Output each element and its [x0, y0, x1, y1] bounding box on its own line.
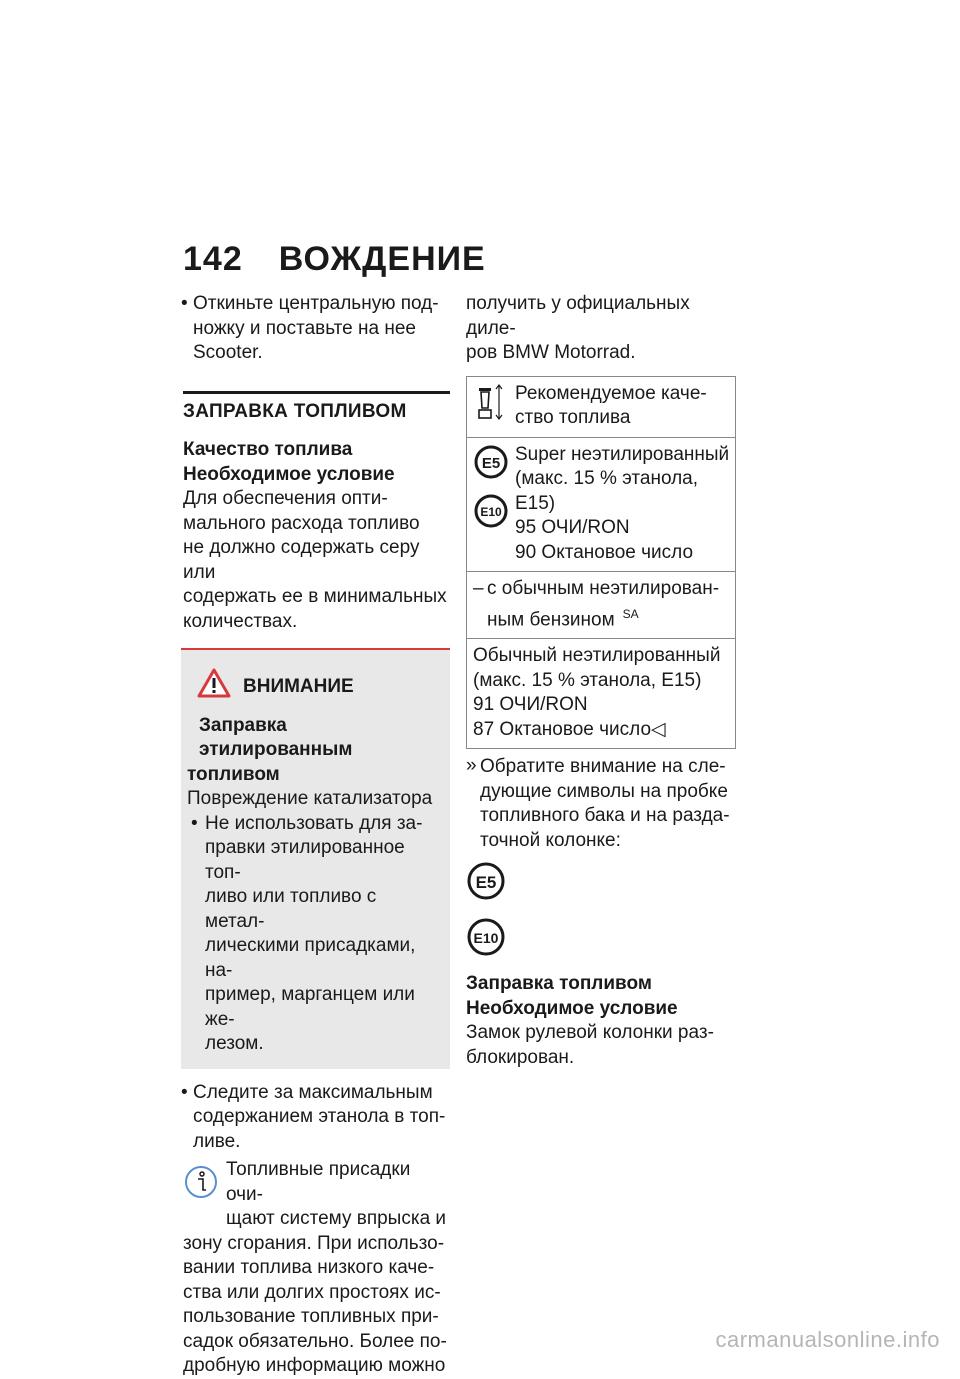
text-line: Super неэтилированный [515, 443, 730, 465]
warning-label: ВНИМАНИЕ [243, 675, 354, 697]
text-line: ства или долгих простоях ис- [183, 1281, 441, 1303]
text-line: E15) [515, 492, 556, 514]
text-line: лическими присадками, на- [205, 935, 416, 981]
text-line: – с обычным неэтилирован- [487, 578, 720, 599]
e10-symbol-icon [466, 917, 738, 967]
text-line: Замок рулевой колонки раз- [466, 1022, 714, 1044]
e5-symbol-icon [466, 861, 738, 911]
text-line: получить у официальных диле- [466, 293, 690, 339]
warning-bullet [187, 812, 438, 1057]
e10-icon: E10 [480, 504, 502, 519]
warning-triangle-icon [197, 668, 231, 706]
text-line: дробную информацию можно [183, 1355, 446, 1376]
text-line: ным бензином [487, 608, 615, 630]
text-line: зону сгорания. При использо- [183, 1232, 445, 1254]
text-line: содержанием этанола в топ- [193, 1106, 446, 1127]
text-line: ров BMW Motorrad. [466, 342, 636, 363]
text-line: 90 Октановое число [515, 541, 694, 563]
text-line: ножку и поставьте на нее [193, 317, 416, 339]
table-row [467, 376, 736, 437]
text-line: Для обеспечения опти- [183, 488, 388, 509]
text-line: Scooter. [193, 342, 263, 363]
text-line: • Следите за максимальным [193, 1081, 433, 1103]
text-line: Рекомендуемое каче- [515, 382, 707, 404]
info-icon [183, 1164, 219, 1208]
warning-subtitle: Повреждение катализатора [187, 788, 433, 809]
chapter-title: ВОЖДЕНИЕ [278, 240, 486, 278]
refuel-requirement-text [466, 1021, 738, 1070]
table-row [467, 437, 736, 572]
refuel-heading: Заправка топливом [466, 973, 652, 995]
text-line: Обычный неэтилированный [473, 645, 721, 667]
text-line: мального расхода топливо [183, 512, 420, 534]
section-title-refuel: ЗАПРАВКА ТОПЛИВОМ [183, 391, 450, 425]
fuel-grade-icons [473, 443, 515, 566]
text-line: вании топлива низкого каче- [183, 1257, 435, 1278]
text-line: не должно содержать серу или [183, 537, 420, 583]
dealer-text [466, 292, 738, 366]
left-column [183, 292, 450, 1379]
text-line: топливного бака и на разда- [480, 805, 730, 827]
text-line: Заправка этилированным [199, 714, 353, 760]
table-row [467, 639, 736, 749]
text-line: топливом [187, 763, 280, 785]
text-line: правки этилированное топ- [205, 837, 405, 883]
text-line: количествах. [183, 610, 298, 632]
fuel-quality-heading: Качество топлива [183, 439, 353, 460]
svg-text:E10: E10 [473, 929, 499, 946]
text-line: 91 ОЧИ/RON [473, 694, 588, 716]
text-line: • Не использовать для за- [205, 812, 423, 834]
text-line: ливо или топливо с метал- [205, 886, 377, 932]
text-line: содержать ее в минимальных [183, 586, 447, 607]
text-line: дующие символы на пробке [480, 780, 728, 802]
text-line: ство топлива [515, 407, 631, 428]
text-line: лезом. [205, 1033, 264, 1054]
text-line: (макс. 15 % этанола, E15) [473, 669, 702, 691]
text-line: » Обратите внимание на сле- [480, 756, 726, 778]
step-bullet-stand [183, 292, 450, 366]
page-header [183, 240, 486, 279]
regular-fuel-option [473, 577, 731, 632]
text-line: щают систему впрыска и [226, 1208, 447, 1229]
text-line: 95 ОЧИ/RON [515, 517, 630, 538]
text-line: точной колонке: [480, 829, 621, 851]
text-line: Топливные присадки очи- [226, 1159, 411, 1205]
symbols-note [466, 755, 738, 853]
refuel-requirement-heading: Необходимое условие [466, 997, 678, 1019]
text-line: пользование топливных при- [183, 1306, 439, 1327]
svg-text:E5: E5 [475, 873, 497, 893]
text-line: садок обязательно. Более по- [183, 1330, 447, 1352]
sa-badge: SA [622, 606, 639, 621]
text-line: блокирован. [466, 1046, 575, 1068]
warning-box [181, 648, 450, 1069]
table-row [467, 572, 736, 639]
watermark: carmanualsonline.info [715, 1327, 940, 1352]
fuel-symbols [466, 861, 738, 966]
text-line: 87 Октановое число◁ [473, 718, 666, 740]
text-line: • Откиньте центральную под- [193, 293, 439, 314]
requirement-text [183, 487, 450, 634]
fuel-pump-icon [473, 382, 515, 431]
warning-header [187, 668, 438, 706]
e5-icon: E5 [481, 454, 501, 472]
fuel-quality-table [466, 376, 736, 750]
requirement-heading: Необходимое условие [183, 463, 395, 485]
text-line: пример, марганцем или же- [205, 984, 415, 1030]
warning-title [187, 714, 438, 788]
page-number: 142 [183, 240, 243, 278]
text-line: (макс. 15 % этанола, [515, 468, 699, 489]
text-line: ливе. [193, 1130, 241, 1152]
step-bullet-ethanol [183, 1081, 450, 1155]
right-column [466, 292, 738, 1070]
